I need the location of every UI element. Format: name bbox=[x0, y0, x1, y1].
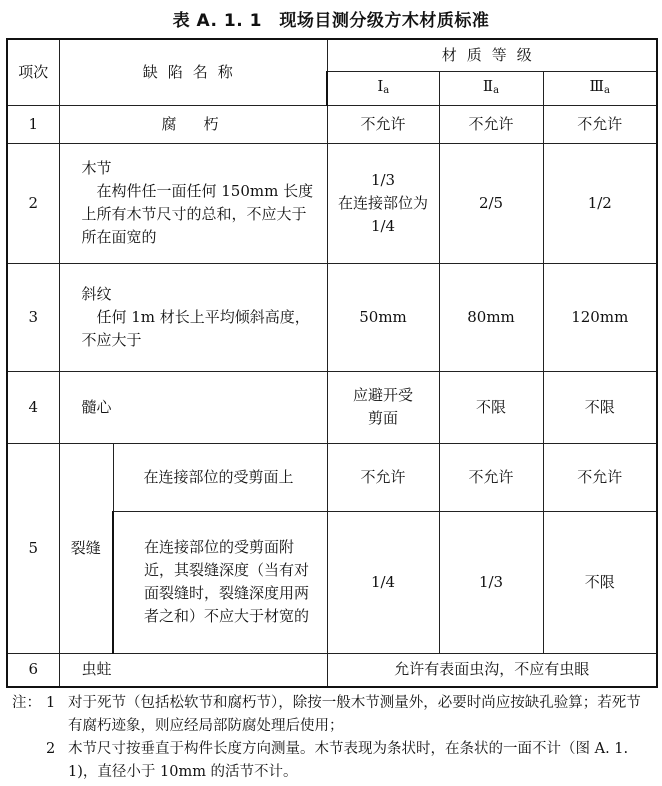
row-no: 2 bbox=[7, 143, 59, 263]
value-grade-ii: 1/3 bbox=[439, 511, 543, 653]
defect-name: 虫蛀 bbox=[59, 653, 327, 687]
value-grade-iii: 120mm bbox=[543, 263, 657, 371]
table-row bbox=[7, 263, 657, 371]
defect-name: 髓心 bbox=[59, 371, 327, 443]
value-grade-i: 1/4 bbox=[327, 511, 439, 653]
table-row bbox=[7, 105, 657, 143]
table-row bbox=[7, 143, 657, 263]
connection-note: 在连接部位为 1/4 bbox=[338, 193, 429, 235]
value-grade-iii: 不允许 bbox=[543, 105, 657, 143]
merged-value: 允许有表面虫沟，不应有虫眼 bbox=[327, 653, 657, 687]
row-no: 1 bbox=[7, 105, 59, 143]
material-grade-table bbox=[6, 38, 658, 688]
value-grade-iii: 不限 bbox=[543, 511, 657, 653]
header-row bbox=[7, 39, 657, 71]
defect-name: 木节 bbox=[81, 159, 112, 177]
defect-subcase: 在连接部位的受剪面上 bbox=[113, 443, 327, 511]
value-grade-ii: 2/5 bbox=[439, 143, 543, 263]
defect-name: 腐 朽 bbox=[59, 105, 327, 143]
row-no: 5 bbox=[7, 443, 59, 653]
grade-ii: Ⅱa bbox=[439, 71, 543, 105]
header-item-no: 项次 bbox=[7, 39, 59, 105]
defect-detail: 任何 1m 材长上平均倾斜高度，不应大于 bbox=[81, 307, 310, 349]
value-grade-iii: 不限 bbox=[543, 371, 657, 443]
row-no: 4 bbox=[7, 371, 59, 443]
defect-description bbox=[59, 263, 327, 371]
note-number: 2 bbox=[46, 741, 56, 757]
header-defect-name: 缺陷名称 bbox=[59, 39, 327, 105]
grade-iii: Ⅲa bbox=[543, 71, 657, 105]
note-item bbox=[12, 738, 652, 784]
defect-name: 斜纹 bbox=[81, 284, 112, 303]
value-grade-i: 1/3 在连接部位为 1/4 bbox=[327, 143, 439, 263]
note-text: 木节尺寸按垂直于构件长度方向测量。木节表现为条状时，在条状的一面不计（图 A. 1. 1)，直径小于 10mm 的活节不计。 bbox=[68, 741, 629, 780]
value-grade-i: 应避开受剪面 bbox=[327, 371, 439, 443]
table-notes bbox=[12, 692, 652, 784]
note-number: 1 bbox=[46, 695, 56, 711]
table-row bbox=[7, 371, 657, 443]
value-grade-i: 不允许 bbox=[327, 105, 439, 143]
grade-i: Ⅰa bbox=[327, 71, 439, 105]
row-no: 3 bbox=[7, 263, 59, 371]
value-grade-i: 不允许 bbox=[327, 443, 439, 511]
defect-detail: 在构件任一面任何 150mm 长度上所有木节尺寸的总和，不应大于所在面宽的 bbox=[81, 182, 314, 246]
table-row bbox=[7, 653, 657, 687]
value-grade-ii: 不限 bbox=[439, 371, 543, 443]
defect-subcase: 在连接部位的受剪面附近，其裂缝深度（当有对面裂缝时，裂缝深度用两者之和）不应大于材宽的 bbox=[113, 511, 327, 653]
note-text: 对于死节（包括松软节和腐朽节），除按一般木节测量外，必要时尚应按缺孔验算；若死节有腐朽迹象，则应经局部防腐处理后使用； bbox=[68, 695, 641, 734]
table-row bbox=[7, 443, 657, 511]
value-grade-ii: 不允许 bbox=[439, 443, 543, 511]
header-grade-group: 材质等级 bbox=[327, 39, 657, 71]
value-grade-i: 50mm bbox=[327, 263, 439, 371]
value-grade-ii: 80mm bbox=[439, 263, 543, 371]
defect-name: 裂缝 bbox=[59, 443, 113, 653]
note-label: 注： bbox=[12, 695, 41, 711]
note-item bbox=[12, 692, 652, 738]
value-grade-ii: 不允许 bbox=[439, 105, 543, 143]
row-no: 6 bbox=[7, 653, 59, 687]
value-grade-iii: 不允许 bbox=[543, 443, 657, 511]
defect-description bbox=[59, 143, 327, 263]
table-title: 表 A. 1. 1 现场目测分级方木材质标准 bbox=[172, 11, 490, 31]
value-grade-iii: 1/2 bbox=[543, 143, 657, 263]
